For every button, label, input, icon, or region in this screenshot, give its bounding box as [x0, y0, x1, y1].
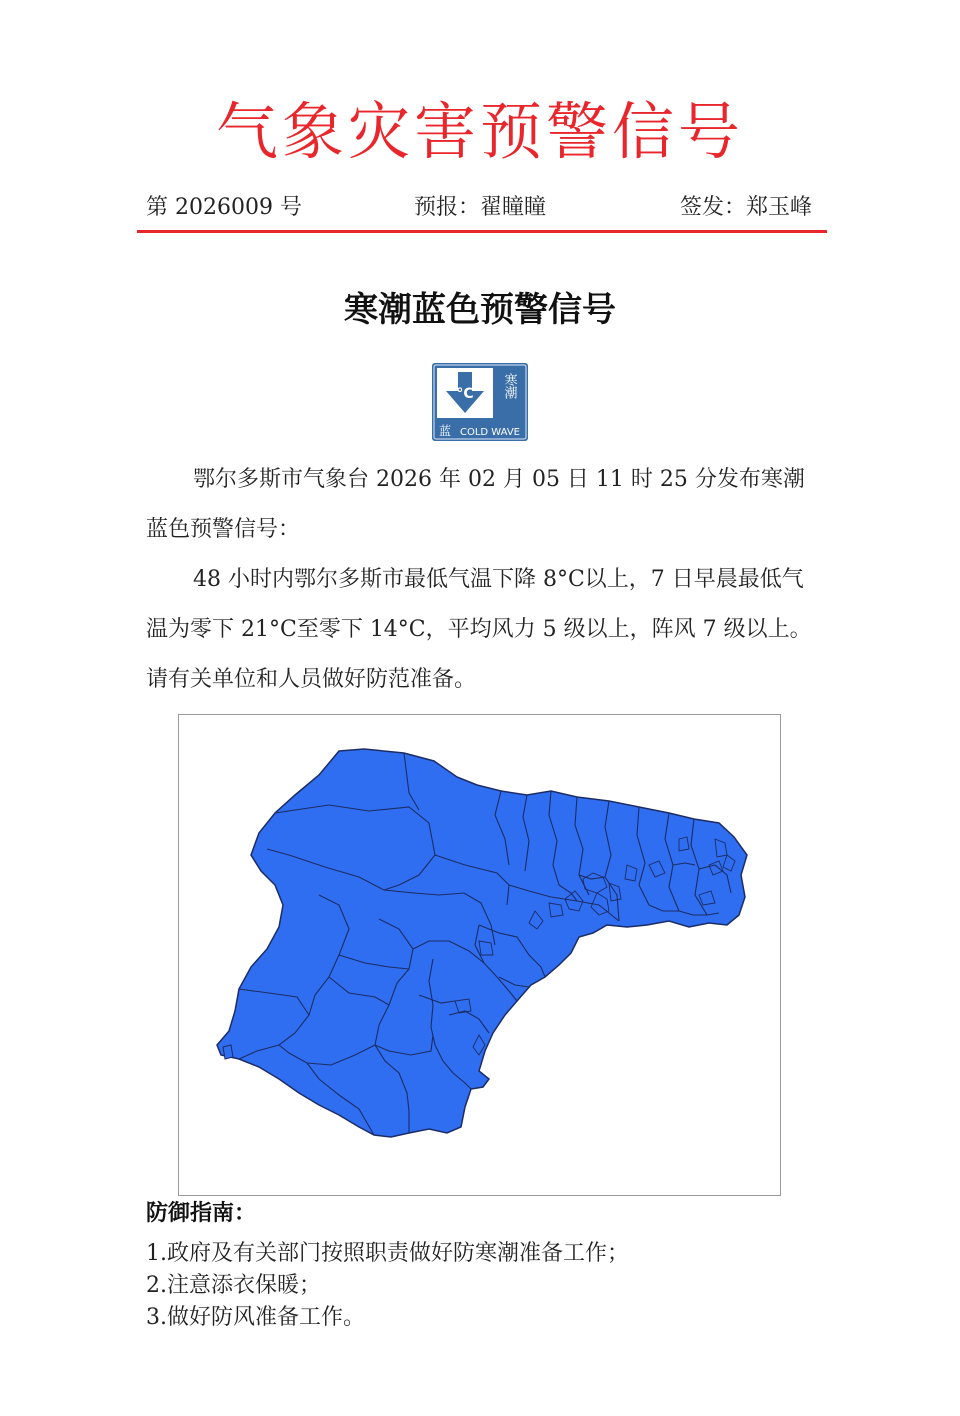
guide-item-1: 1.政府及有关部门按照职责做好防寒潮准备工作； — [146, 1241, 629, 1266]
guide-item-3: 3.做好防风准备工作。 — [146, 1305, 365, 1330]
region-outline — [217, 749, 747, 1137]
issuer: 签发：郑玉峰 — [680, 195, 813, 220]
header-divider — [137, 230, 827, 233]
badge-english: COLD WAVE — [459, 427, 521, 438]
badge-level-char: 蓝 — [438, 424, 452, 438]
badge-unit: °C — [456, 386, 474, 402]
issue-statement: 鄂尔多斯市气象台 2026 年 02 月 05 日 11 时 25 分发布寒潮蓝色预警信号： — [146, 467, 805, 542]
signal-title: 寒潮蓝色预警信号 — [344, 290, 616, 330]
cold-wave-blue-icon — [432, 363, 528, 441]
warning-details: 48 小时内鄂尔多斯市最低气温下降 8°C以上，7 日早晨最低气温为零下 21°C至零下 14°C，平均风力 5 级以上，阵风 7 级以上。请有关单位和人员做好防范准备。 — [146, 567, 812, 692]
document-number: 第 2026009 号 — [146, 195, 302, 220]
guide-item-2: 2.注意添衣保暖； — [146, 1273, 321, 1298]
forecaster: 预报：翟瞳瞳 — [414, 195, 547, 220]
page-title: 气象灾害预警信号 — [215, 95, 744, 168]
small-enclave — [223, 1045, 233, 1059]
ordos-region-map — [179, 715, 782, 1197]
defense-guide-heading: 防御指南： — [146, 1200, 257, 1226]
badge-hazard-text: 寒潮 — [501, 373, 517, 399]
warning-area-map — [178, 714, 781, 1196]
